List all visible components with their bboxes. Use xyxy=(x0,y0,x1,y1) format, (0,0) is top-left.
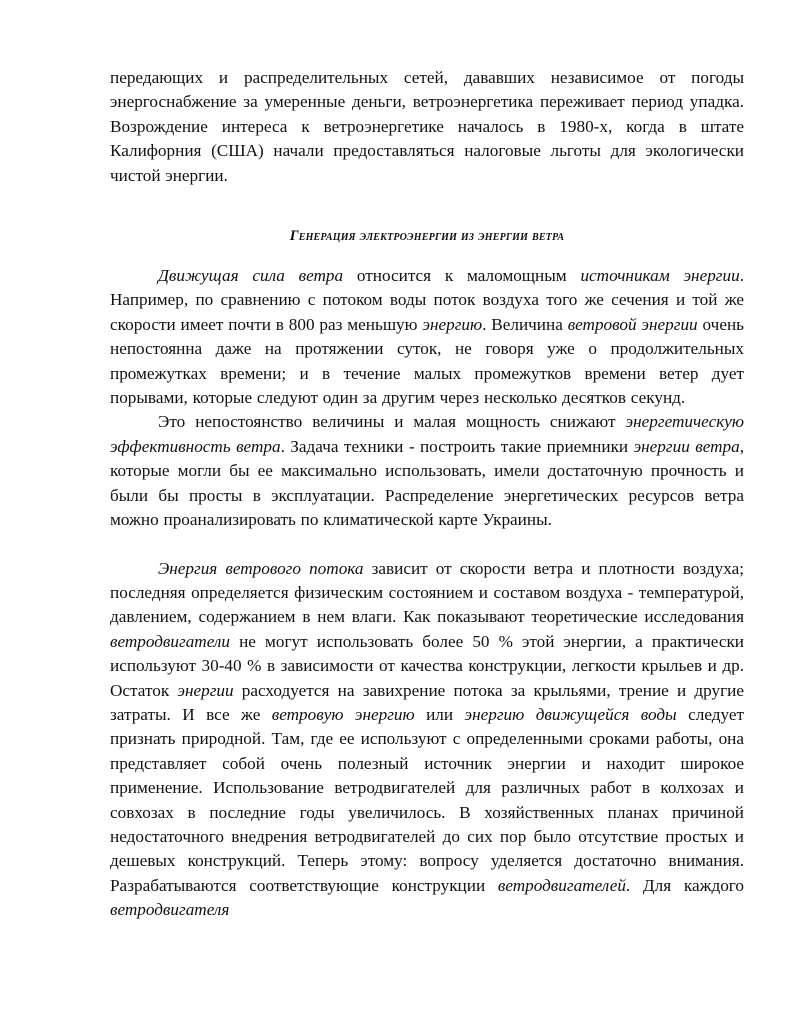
text-run: очень непостоянна даже на протяжении суток, не говоря уже о продолжительных промежутках времени; и в течение малых промежутков времени ветер дует порывами, которые следуют один за другим через несколько десятков секунд. xyxy=(110,314,744,408)
text-run: . Для каждого xyxy=(625,875,744,895)
emphasized-term: ветродвигателей xyxy=(497,875,626,895)
emphasized-term: энергию движущейся воды xyxy=(464,704,677,724)
text-run: . Величина xyxy=(482,314,568,334)
emphasized-term: ветродвигателя xyxy=(110,900,230,920)
text-run: относится к маломощным xyxy=(343,266,581,286)
text-run: Это непостоянство величины и малая мощность снижают xyxy=(158,412,626,432)
emphasized-term: энергии xyxy=(177,680,234,700)
text-run: расходуется на завихрение потока за крыльями, трение и другие затраты. И все же xyxy=(110,680,744,724)
text-run: . Например, по сравнению с потоком воды поток воздуха того же сечения и той же скорости имеет почти в 800 раз меньшую xyxy=(110,266,744,334)
emphasized-term: Энергия ветрового потока xyxy=(158,558,364,578)
emphasized-term: ветровой энергии xyxy=(567,314,698,334)
paragraph-wind-force xyxy=(110,264,744,410)
text-run: передающих и распределительных сетей, дававших независимое от погоды энергоснабжение за умеренные деньги, ветроэнергетика переживает период упадка. Возрождение интереса к ветроэнергетике началось в 1980-х, когда в штате Калифорния (США) начали предоставляться налоговые льготы для экологически чистой энергии. xyxy=(110,68,744,185)
emphasized-term: ветровую энергию xyxy=(271,704,415,724)
text-run: следует признать природной. Там, где ее используют с определенными сроками работы, она представляет собой очень полезный источник энергии и находит широкое применение. Использование ветродвигателей для различных работ в колхозах и совхозах в последние годы увеличилось. В хозяйственных планах причиной недостаточного внедрения ветродвигателей до сих пор было отсутствие простых и дешевых конструкций. Теперь этому: вопросу уделяется достаточно внимания. Разрабатываются соответствующие конструкции xyxy=(110,704,745,895)
emphasized-term: ветродвигатели xyxy=(110,631,230,651)
text-run: , которые могли бы ее максимально использовать, имели достаточную прочность и были бы просты в эксплуатации. Распределение энергетических ресурсов ветра можно проанализировать по климатической карте Украины. xyxy=(110,436,744,530)
section-heading: Генерация электроэнергии из энергии ветра xyxy=(289,228,565,245)
paragraph-wind-efficiency xyxy=(110,410,744,532)
intro-paragraph xyxy=(110,66,744,188)
emphasized-term: энергии ветра xyxy=(633,436,740,456)
emphasized-term: энергию xyxy=(422,314,483,334)
text-run: или xyxy=(414,704,465,724)
text-run: . Задача техники - построить такие приемники xyxy=(280,436,634,456)
emphasized-term: Движущая сила ветра xyxy=(158,266,344,286)
document-page xyxy=(110,66,744,923)
text-run: зависит от скорости ветра и плотности воздуха; последняя определяется физическим состоянием и составом воздуха - температурой, давлением, содержанием в нем влаги. Как показывают теоретические исследования xyxy=(110,558,745,627)
emphasized-term: источникам энергии xyxy=(580,266,740,286)
paragraph-wind-flow-energy xyxy=(110,557,744,923)
emphasized-term: энергетическую эффективность ветра xyxy=(110,412,744,456)
text-run: не могут использовать более 50 % этой энергии, а практически используют 30-40 % в зависимости от качества конструкции, легкости крыльев и др. Остаток xyxy=(110,631,744,700)
